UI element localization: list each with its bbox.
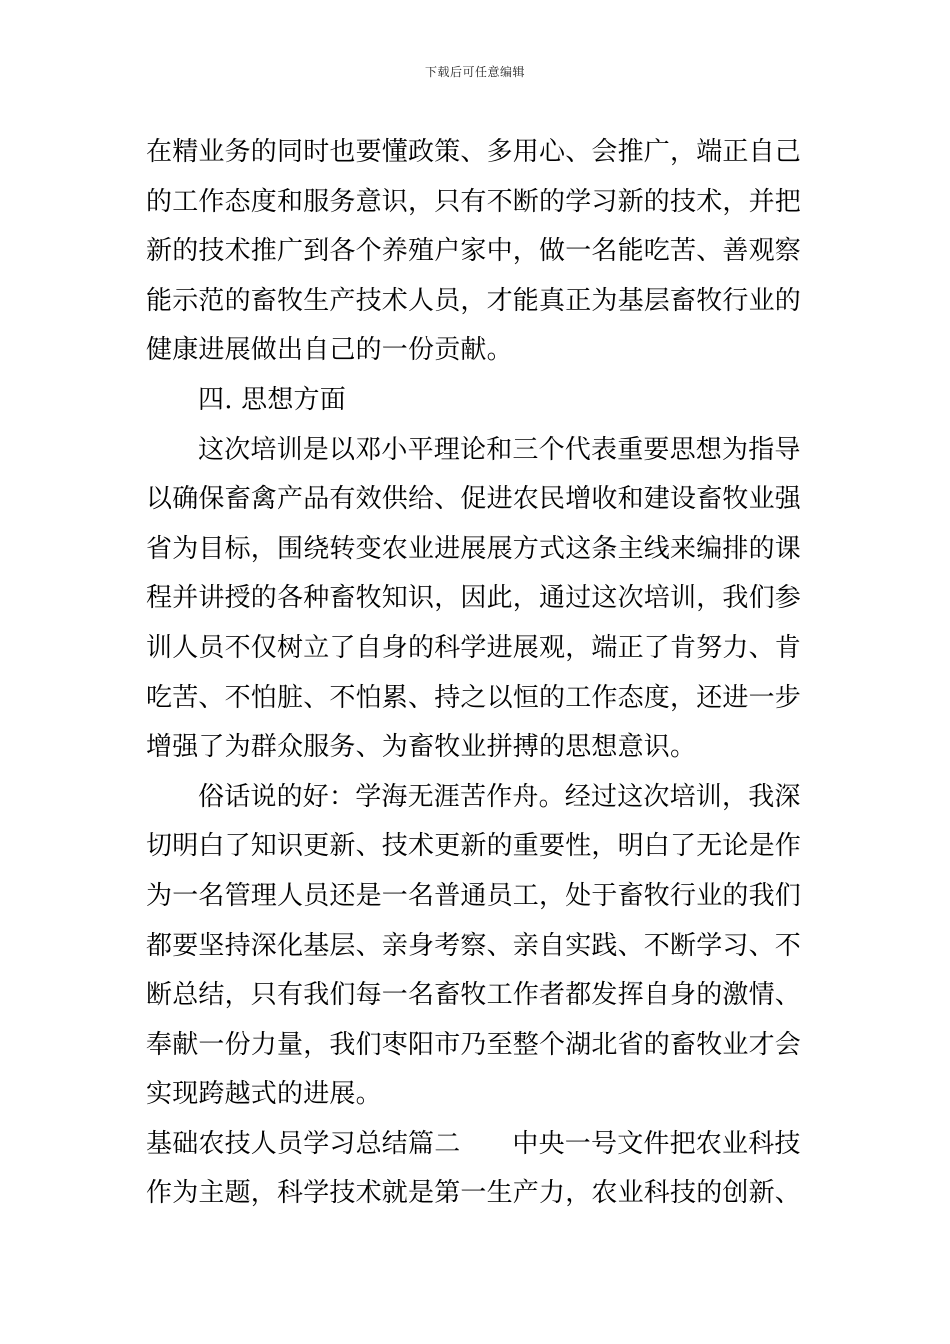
section-two-text: 中央一号文件把农业科技 <box>512 1128 801 1159</box>
text-line: 省为目标，围绕转变农业进展展方式这条主线来编排的课 <box>146 533 802 564</box>
paragraph-first-line: 这次培训是以邓小平理论和三个代表重要思想为指导 <box>198 434 801 465</box>
text-line: 奉献一份力量，我们枣阳市乃至整个湖北省的畜牧业才会 <box>146 1029 802 1060</box>
text-line: 断总结，只有我们每一名畜牧工作者都发挥自身的激情、 <box>146 980 802 1011</box>
text-line: 都要坚持深化基层、亲身考察、亲自实践、不断学习、不 <box>146 930 802 961</box>
text-line: 程并讲授的各种畜牧知识，因此，通过这次培训，我们参 <box>146 583 802 614</box>
page-header: 下载后可任意编辑 <box>424 65 525 79</box>
text-line: 的工作态度和服务意识，只有不断的学习新的技术，并把 <box>146 186 802 217</box>
section-heading: 四. 思想方面 <box>198 384 346 415</box>
text-line: 切明白了知识更新、技术更新的重要性，明白了无论是作 <box>146 831 802 862</box>
section-two-first-line <box>146 1120 814 1170</box>
text-line: 健康进展做出自己的一份贡献。 <box>146 335 513 366</box>
section-two-title: 基础农技人员学习总结篇二 <box>146 1128 461 1159</box>
text-line: 为一名管理人员还是一名普通员工，处于畜牧行业的我们 <box>146 880 802 911</box>
text-line: 能示范的畜牧生产技术人员，才能真正为基层畜牧行业的 <box>146 285 802 316</box>
text-line: 训人员不仅树立了自身的科学进展观，端正了肯努力、肯 <box>146 632 802 663</box>
document-body <box>146 128 814 1219</box>
text-line: 作为主题，科学技术就是第一生产力，农业科技的创新、 <box>146 1178 802 1209</box>
text-line: 在精业务的同时也要懂政策、多用心、会推广，端正自己 <box>146 137 802 167</box>
text-line: 以确保畜禽产品有效供给、促进农民增收和建设畜牧业强 <box>146 484 802 515</box>
text-line: 实现跨越式的进展。 <box>146 1079 382 1110</box>
text-line: 吃苦、不怕脏、不怕累、持之以恒的工作态度，还进一步 <box>146 682 802 713</box>
text-line: 新的技术推广到各个养殖户家中，做一名能吃苦、善观察 <box>146 236 802 267</box>
text-line: 增强了为群众服务、为畜牧业拼搏的思想意识。 <box>146 732 697 763</box>
paragraph-first-line: 俗话说的好：学海无涯苦作舟。经过这次培训，我深 <box>198 781 801 812</box>
